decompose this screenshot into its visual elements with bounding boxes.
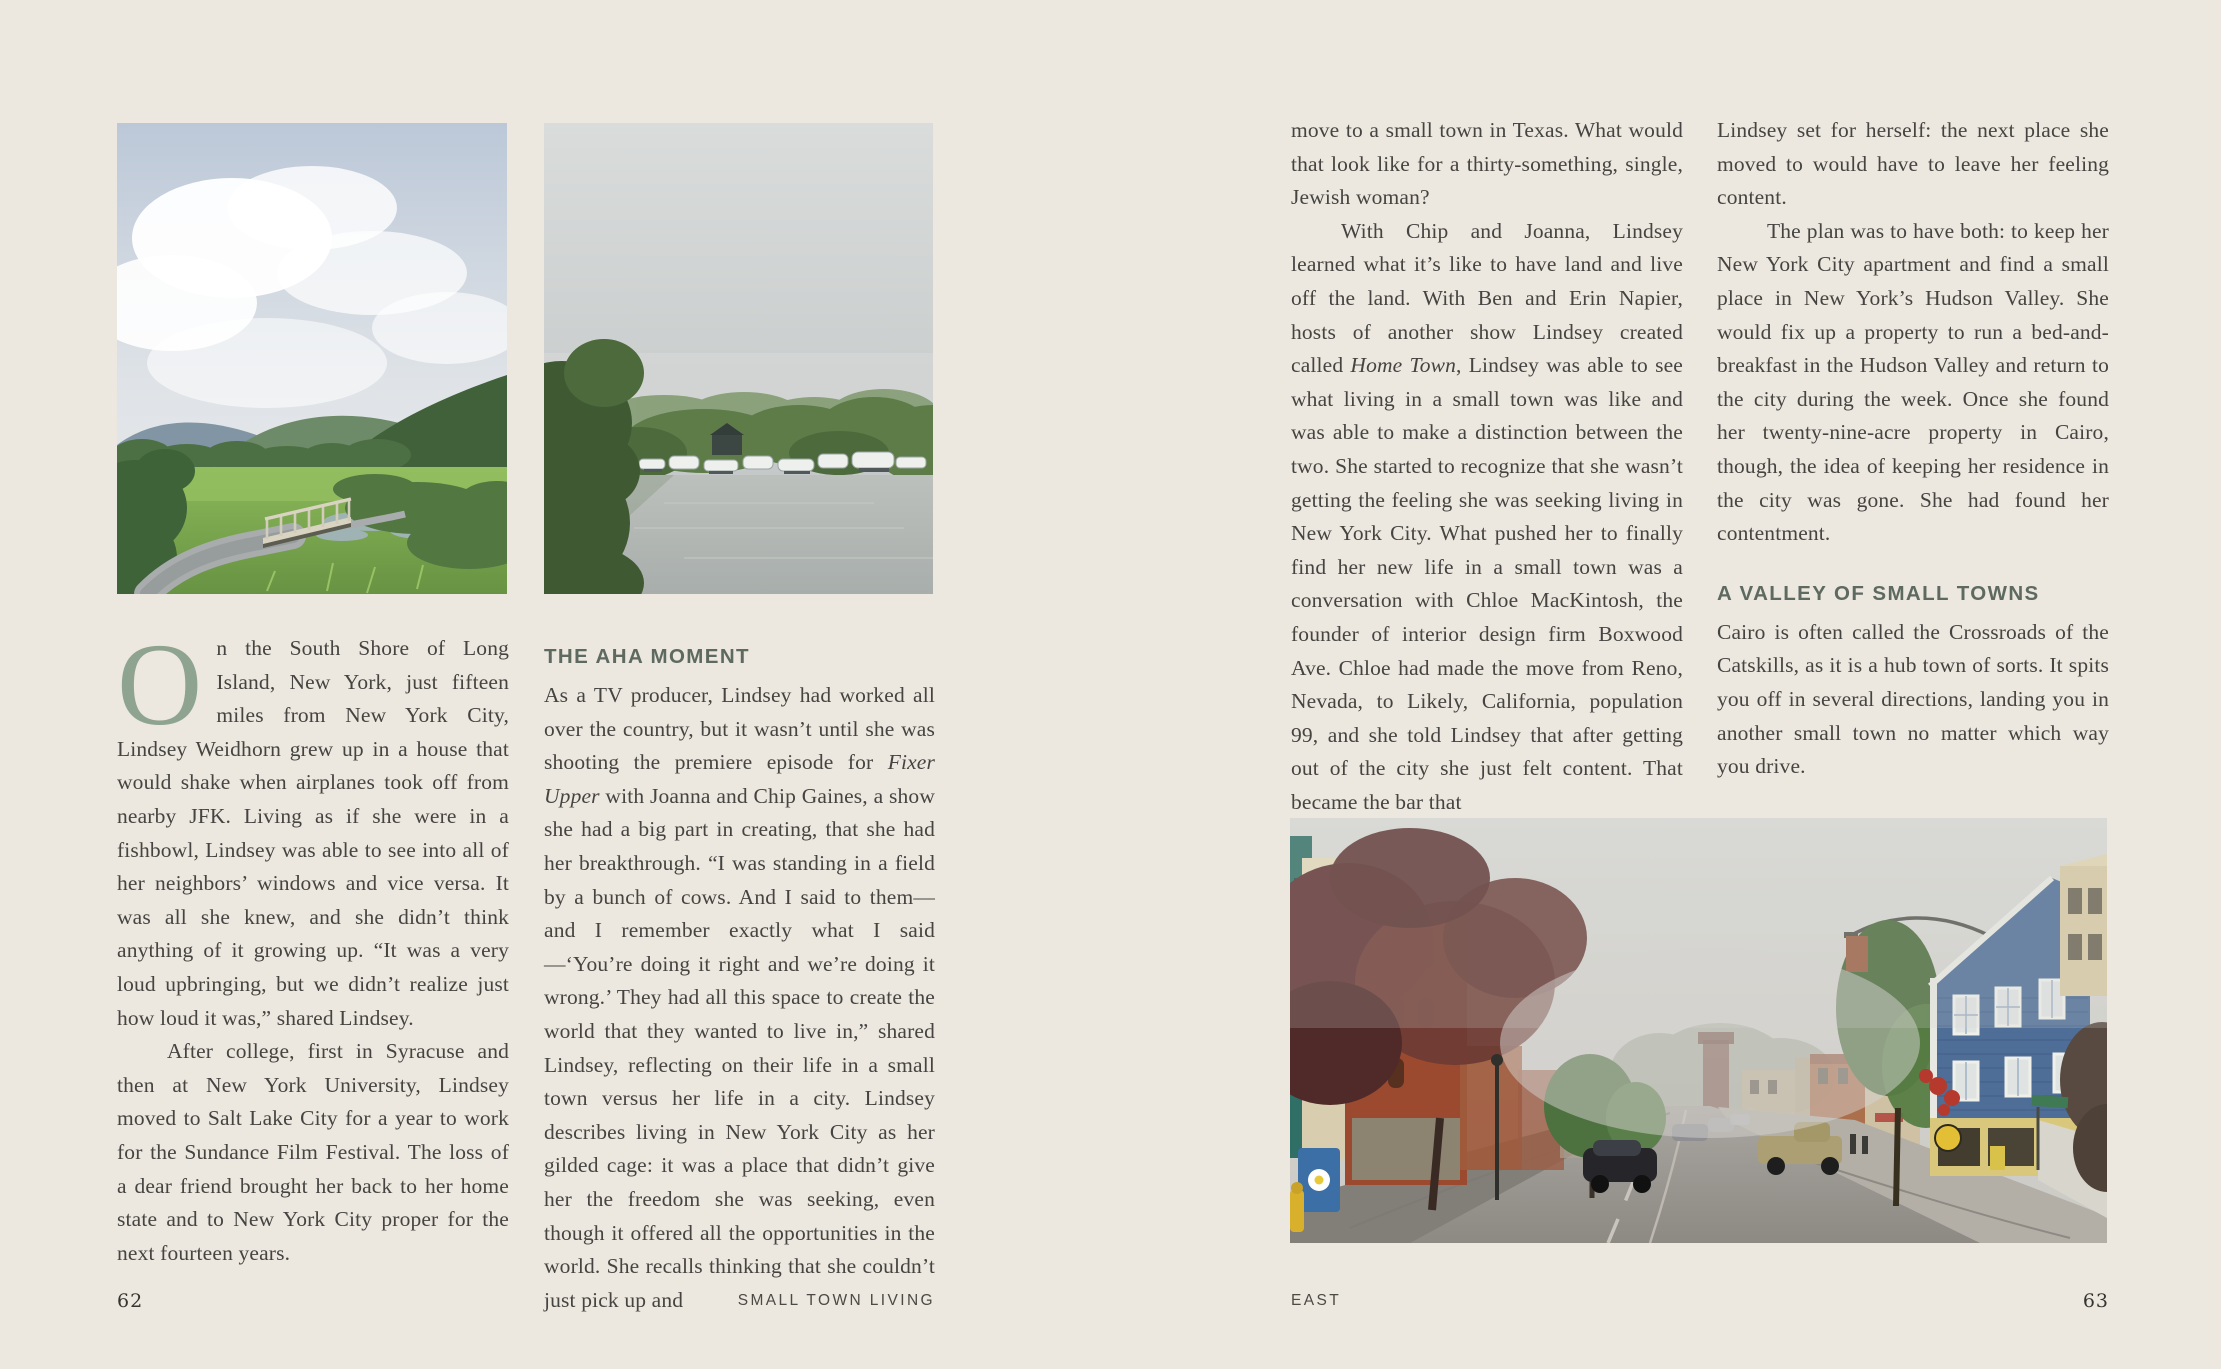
cairo-paragraph: Cairo is often called the Crossroads of the Catskills, as it is a hub town of sorts. It spits you off in several directions, landing you in another small town no matter which way you drive. — [1717, 619, 2109, 779]
dropcap-letter: O — [117, 619, 203, 750]
meadow-footbridge-photo — [117, 123, 507, 594]
misty-marina-photo — [544, 123, 933, 594]
chip-joanna-paragraph — [1291, 215, 1683, 820]
col1-text-before-italic: With Chip and Joanna, Lindsey learned what it’s like to have land and live off the land. With Ben and Erin Napier, hosts of another show Lindsey created called — [1291, 218, 1683, 378]
fixer-upper-title: Fixer Upper — [544, 750, 935, 808]
intro-paragraph-2: After college, first in Syracuse and then at New York University, Lindsey moved to Salt Lake City for a year to work for the Sundance Film Festival. The loss of a dear friend brought her back to her home state and to New York City proper for the next fourteen years. — [117, 1039, 509, 1265]
aha-moment-heading: THE AHA MOMENT — [544, 645, 750, 668]
right-page-column-1 — [1291, 114, 1683, 819]
running-title: SMALL TOWN LIVING — [737, 1292, 935, 1309]
valley-heading: A VALLEY OF SMALL TOWNS — [1717, 581, 2040, 605]
meadow-footbridge-illustration — [117, 123, 507, 594]
col1-text-after-italic: , Lindsey was able to see what living in a small town was like and was able to make a distinction between the two. She started to recognize that she wasn’t getting the feeling she was seeking living in New York City. What pushed her to finally find her new life in a small town was a conversation with Chloe MacKintosh, the founder of interior design firm Boxwood Ave. Chloe had made the move from Reno, Nevada, to Likely, California, population 99, and she told Lindsey that after getting out of the city she just felt content. That became the bar that — [1291, 353, 1683, 814]
intro-paragraph-1 — [117, 619, 509, 1035]
right-page-number: 63 — [2082, 1290, 2109, 1312]
left-page-number: 62 — [117, 1290, 144, 1312]
right-page-column-2 — [1717, 114, 2109, 784]
plan-paragraph: The plan was to have both: to keep her New York City apartment and find a small place in New York’s Hudson Valley. She would fix up a property to run a bed-and-breakfast in the Hudson Valley and return to the city during the week. Once she found her twenty-nine-acre property in Cairo, though, the idea of keeping her residence in the city was gone. She had found her contentment. — [1717, 218, 2109, 546]
misty-marina-illustration — [544, 123, 933, 594]
left-page-column-2 — [544, 644, 935, 1317]
intro-paragraph-1-text: n the South Shore of Long Island, New York, just fifteen miles from New York City, Lindsey Weidhorn grew up in a house that would shake when airplanes took off from nearby JFK. Living as if she were in a fishbowl, Lindsey was able to see into all of her neighbors’ windows and vice versa. It was all she knew, and she didn’t think anything of it growing up. “It was a very loud upbringing, but we didn’t realize just how loud it was,” shared Lindsey. — [117, 636, 509, 1030]
aha-text-after-italic: with Joanna and Chip Gaines, a show she had a big part in creating, that she had her breakthrough. “I was standing in a field by a bunch of cows. And I said to them—and I remember exactly what I said—‘You’re doing it right and we’re doing it wrong.’ They had all this space to create the world that they wanted to live in,” shared Lindsey, reflecting on their life in a small town versus her life in a city. Lindsey describes living in New York City as her gilded cage: it was a place that didn’t give her the freedom she was seeking, even though it offered all the opportunities in the world. She recalls thinking that she couldn’t just pick up and — [544, 783, 935, 1312]
foggy-main-street-photo — [1290, 818, 2107, 1243]
left-page-column-1 — [117, 619, 509, 1270]
aha-moment-paragraph — [544, 679, 935, 1317]
foggy-main-street-illustration — [1290, 818, 2107, 1243]
home-town-title: Home Town — [1350, 353, 1456, 378]
section-runner: EAST — [1291, 1292, 1342, 1309]
aha-text-before-italic: As a TV producer, Lindsey had worked all over the country, but it wasn’t until she was shooting the premiere episode for — [544, 683, 935, 775]
bar-paragraph: Lindsey set for herself: the next place she moved to would have to leave her feeling content. — [1717, 118, 2109, 210]
continuation-paragraph: move to a small town in Texas. What would that look like for a thirty-something, single, Jewish woman? — [1291, 118, 1683, 210]
